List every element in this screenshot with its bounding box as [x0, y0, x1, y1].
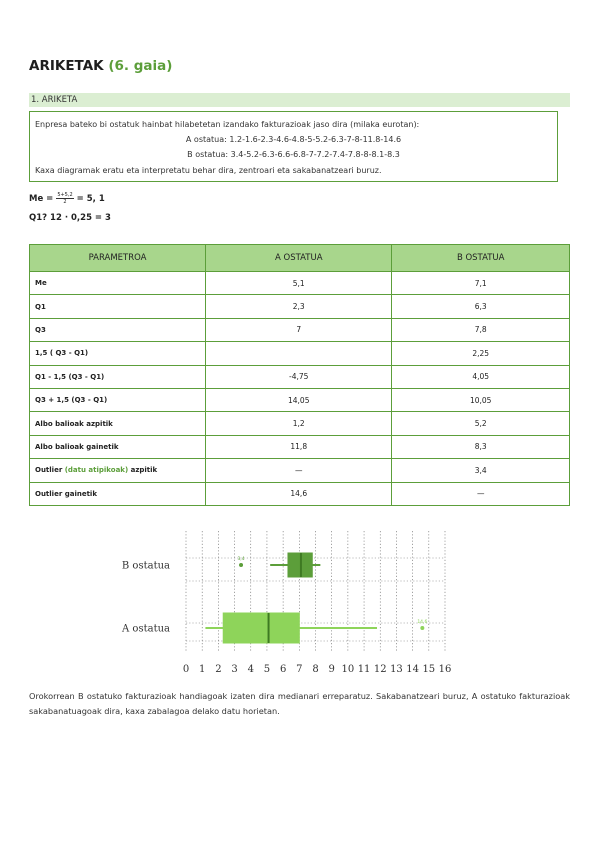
cell-b: 5,2 — [392, 412, 570, 435]
cell-a — [206, 342, 392, 365]
page-title-main: ARIKETAK — [29, 58, 104, 74]
x-tick-label: 3 — [231, 664, 238, 675]
median-formula — [29, 192, 105, 205]
me-label: Me = — [29, 193, 54, 204]
x-tick-label: 11 — [357, 664, 371, 675]
me-fraction — [56, 192, 73, 205]
cell-a: -4,75 — [206, 365, 392, 388]
x-tick-label: 12 — [373, 664, 387, 675]
row-label: 1,5 ( Q3 - Q1) — [30, 342, 206, 365]
cell-a: 11,8 — [206, 435, 392, 458]
x-tick-label: 9 — [328, 664, 335, 675]
cell-b: 4,05 — [392, 365, 570, 388]
row-label: Albo balioak azpitik — [30, 412, 206, 435]
outlier-point — [420, 626, 424, 630]
me-numerator: 5+5,2 — [57, 192, 73, 198]
table-row — [30, 342, 570, 365]
table-row — [30, 435, 570, 458]
x-tick-label: 14 — [406, 664, 419, 675]
cell-b: 3,4 — [392, 459, 570, 482]
x-tick-label: 16 — [438, 664, 452, 675]
cell-b: 6,3 — [392, 295, 570, 318]
parameters-table — [29, 244, 570, 506]
cell-b: 7,8 — [392, 318, 570, 341]
row-label: Q3 + 1,5 (Q3 - Q1) — [30, 388, 206, 411]
outlier-label: 14,6 — [417, 620, 428, 625]
q1-calculation: Q1? 12 · 0,25 = 3 — [29, 213, 111, 223]
outlier-label: 3,4 — [237, 557, 245, 562]
section-header: 1. ARIKETA — [29, 93, 570, 107]
row-label-pre: Outlier — [35, 466, 65, 475]
x-tick-label: 4 — [247, 664, 254, 675]
cell-b: — — [392, 482, 570, 505]
table-header-row — [30, 245, 570, 272]
table-row — [30, 272, 570, 295]
row-label-green: (datu atipikoak) — [64, 466, 129, 475]
cell-a: — — [206, 459, 392, 482]
cell-a: 2,3 — [206, 295, 392, 318]
cell-b: 8,3 — [392, 435, 570, 458]
cell-b: 2,25 — [392, 342, 570, 365]
cell-b: 7,1 — [392, 272, 570, 295]
page-title — [29, 58, 172, 74]
x-tick-label: 10 — [341, 664, 355, 675]
row-label: Me — [30, 272, 206, 295]
series-label: B ostatua — [121, 560, 170, 572]
x-tick-label: 0 — [182, 664, 190, 675]
table-row — [30, 459, 570, 482]
series-label: A ostatua — [122, 623, 170, 635]
table-row — [30, 388, 570, 411]
cell-a: 5,1 — [206, 272, 392, 295]
cell-a: 1,2 — [206, 412, 392, 435]
problem-statement: Enpresa bateko bi ostatuk hainbat hilabetetan izandako fakturazioak jaso dira (milaka eurotan): — [35, 120, 420, 129]
table-row — [30, 412, 570, 435]
header-a: A OSTATUA — [206, 245, 392, 272]
me-denominator: 2 — [63, 199, 67, 205]
row-label: Q1 — [30, 295, 206, 318]
boxplot-chart — [110, 523, 460, 678]
x-tick-label: 8 — [312, 664, 319, 675]
page-title-theme: (6. gaia) — [108, 58, 173, 74]
row-label: Albo balioak gainetik — [30, 435, 206, 458]
x-tick-label: 1 — [199, 664, 206, 675]
header-b: B OSTATUA — [392, 245, 570, 272]
row-label: Q3 — [30, 318, 206, 341]
header-parameter: PARAMETROA — [30, 245, 206, 272]
box — [223, 613, 299, 643]
x-tick-label: 5 — [263, 664, 271, 675]
x-tick-label: 15 — [422, 664, 436, 675]
row-label: Outlier gainetik — [30, 482, 206, 505]
table-row — [30, 295, 570, 318]
conclusion-text: Orokorrean B ostatuko fakturazioak handiagoak izaten dira medianari erreparatuz. Sakabanatzeari buruz, A ostatuko fakturazioak sakabanatuagoak dira, kaxa zabalagoa delako datu horietan. — [29, 691, 570, 716]
x-tick-label: 6 — [279, 664, 287, 675]
row-label-post: azpitik — [128, 466, 158, 475]
x-tick-label: 13 — [390, 664, 403, 675]
x-tick-label: 2 — [215, 664, 222, 675]
table-row — [30, 365, 570, 388]
table-row — [30, 318, 570, 341]
row-label: Q1 - 1,5 (Q3 - Q1) — [30, 365, 206, 388]
cell-b: 10,05 — [392, 388, 570, 411]
me-result: = 5, 1 — [76, 193, 105, 204]
table-row — [30, 482, 570, 505]
data-a: A ostatua: 1.2-1.6-2.3-4.6-4.8-5-5.2-6.3-7-8-11.8-14.6 — [185, 135, 402, 144]
problem-box — [29, 111, 558, 182]
cell-a: 14,6 — [206, 482, 392, 505]
cell-a: 7 — [206, 318, 392, 341]
outlier-point — [239, 563, 243, 567]
x-tick-label: 7 — [296, 664, 303, 675]
row-label — [30, 459, 206, 482]
problem-task: Kaxa diagramak eratu eta interpretatu behar dira, zentroari eta sakabanatzeari buruz. — [35, 166, 382, 175]
data-b: B ostatua: 3.4-5.2-6.3-6.6-6.8-7-7.2-7.4-7.8-8-8.1-8.3 — [187, 150, 400, 159]
cell-a: 14,05 — [206, 388, 392, 411]
